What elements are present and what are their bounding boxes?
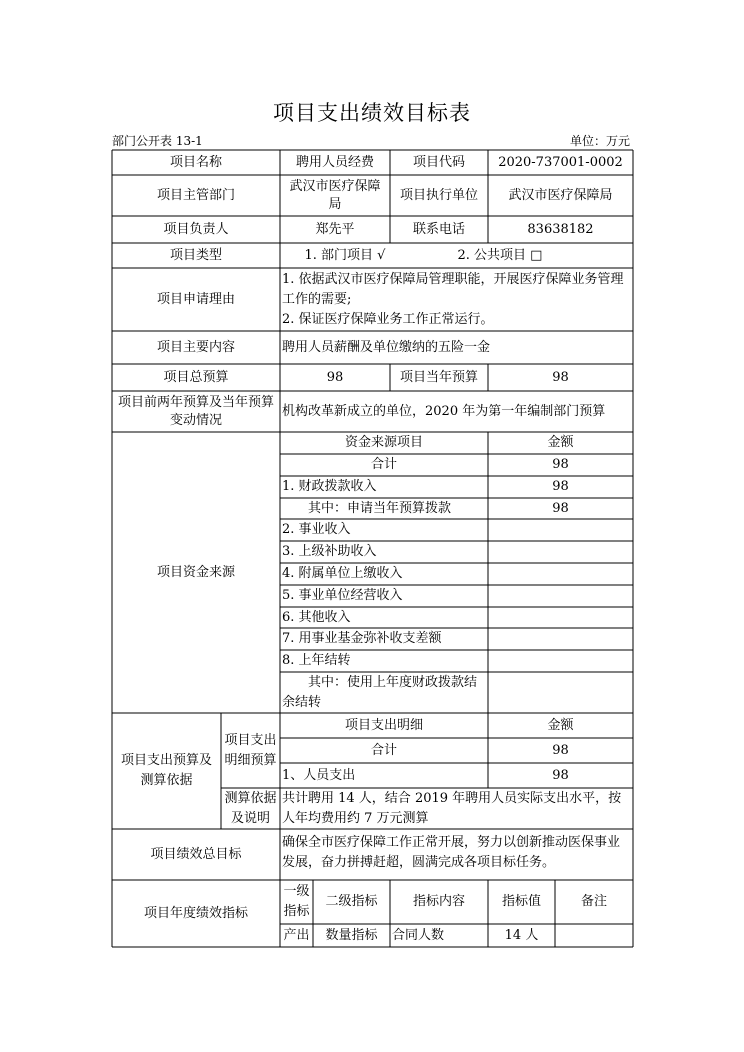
dept-value: 武汉市医疗保障局 (289, 178, 381, 212)
funding-row: 其中：申请当年预算拨款 (308, 500, 452, 516)
form-number: 部门公开表 13-1 (112, 134, 203, 148)
project-name-label: 项目名称 (169, 154, 222, 170)
funding-row-amount (488, 541, 633, 563)
owner: 郑先平 (315, 221, 355, 237)
budget-change-label: 项目前两年预算及当年预算变动情况 (117, 394, 274, 428)
expense-item: 1、人员支出 (282, 767, 356, 783)
funding-row-amount (488, 650, 633, 672)
funding-row: 4. 附属单位上缴收入 (282, 566, 403, 581)
indicator-header-note: 备注 (580, 894, 607, 909)
content-label: 项目主要内容 (156, 339, 235, 355)
indicator-level2: 数量指标 (325, 927, 378, 943)
expense-total: 98 (552, 742, 569, 758)
type-label: 项目类型 (169, 247, 222, 263)
funding-header-amount: 金额 (547, 435, 574, 450)
type-public: 2. 公共项目 □ (457, 247, 543, 263)
funding-row: 1. 财政拨款收入 (282, 479, 377, 494)
basis-label: 测算依据及说明 (224, 790, 277, 826)
expense-total-label: 合计 (370, 742, 397, 758)
funding-label: 项目资金来源 (156, 564, 235, 580)
indicator-note (555, 924, 633, 947)
indicator-level1: 产出 (283, 927, 310, 943)
reason-text: 1. 依据武汉市医疗保障局管理职能，开展医疗保障业务管理工作的需要; 2. 保证医疗保障业务工作正常运行。 (282, 272, 624, 327)
reason-label: 项目申请理由 (156, 291, 235, 307)
content-text: 聘用人员薪酬及单位缴纳的五险一金 (282, 339, 491, 355)
funding-row-amount (488, 519, 633, 541)
goal-label: 项目绩效总目标 (150, 846, 242, 862)
expense-header-amount: 金额 (547, 717, 574, 733)
total-budget: 98 (326, 369, 344, 385)
funding-row: 5. 事业单位经营收入 (282, 588, 403, 603)
funding-row: 2. 事业收入 (282, 522, 351, 537)
funding-row: 8. 上年结转 (282, 653, 351, 668)
funding-row: 7. 用事业基金弥补收支差额 (282, 631, 442, 646)
dept-label: 项目主管部门 (156, 187, 235, 203)
exec-unit-label: 项目执行单位 (399, 187, 478, 203)
year-budget: 98 (552, 369, 569, 385)
expense-label: 项目支出预算及测算依据 (120, 753, 212, 788)
year-budget-label: 项目当年预算 (399, 369, 478, 385)
expense-detail-label: 项目支出明细预算 (224, 732, 277, 768)
funding-row: 3. 上级补助收入 (282, 544, 377, 559)
funding-row-amount: 98 (552, 479, 569, 494)
basis-text: 共计聘用 14 人，结合 2019 年聘用人员实际支出水平，按人年均费用约 7 万元测算 (282, 791, 622, 826)
phone-label: 联系电话 (412, 221, 465, 237)
indicator-header-level2: 二级指标 (325, 894, 378, 909)
expense-header-item: 项目支出明细 (344, 717, 423, 733)
total-budget-label: 项目总预算 (163, 369, 229, 385)
funding-row-amount (488, 585, 633, 607)
expense-item-amount: 98 (552, 767, 569, 783)
funding-row-total-amount: 98 (552, 457, 569, 472)
unit-label: 单位：万元 (569, 134, 630, 148)
indicators-label: 项目年度绩效指标 (143, 905, 248, 921)
funding-row-amount (488, 672, 633, 713)
page-title: 项目支出绩效目标表 (273, 101, 471, 125)
indicator-header-content: 指标内容 (412, 894, 465, 909)
funding-row-amount (488, 607, 633, 628)
funding-row-amount: 98 (552, 500, 569, 516)
indicator-content: 合同人数 (392, 927, 445, 943)
funding-row-amount (488, 628, 633, 650)
goal-text: 确保全市医疗保障工作正常开展，努力以创新推动医保事业发展，奋力拼搏赶超，圆满完成各项目标任务。 (282, 835, 621, 870)
exec-unit: 武汉市医疗保障局 (508, 187, 613, 203)
budget-change-text: 机构改革新成立的单位，2020 年为第一年编制部门预算 (282, 403, 606, 419)
project-code-label: 项目代码 (412, 154, 465, 170)
funding-header-item: 资金来源项目 (344, 435, 423, 450)
funding-row-total: 合计 (370, 457, 397, 472)
funding-row: 其中：使用上年度财政拨款结余结转 (282, 675, 478, 710)
phone: 83638182 (527, 221, 594, 237)
funding-row: 6. 其他收入 (282, 609, 351, 625)
indicator-value: 14 人 (504, 927, 539, 943)
indicator-header-value: 指标值 (501, 894, 541, 909)
indicator-header-level1: 一级指标 (283, 884, 310, 919)
owner-label: 项目负责人 (163, 221, 229, 237)
funding-row-amount (488, 563, 633, 585)
project-name: 聘用人员经费 (295, 154, 374, 170)
project-code: 2020-737001-0002 (498, 154, 623, 170)
type-department: 1. 部门项目 √ (304, 247, 386, 263)
